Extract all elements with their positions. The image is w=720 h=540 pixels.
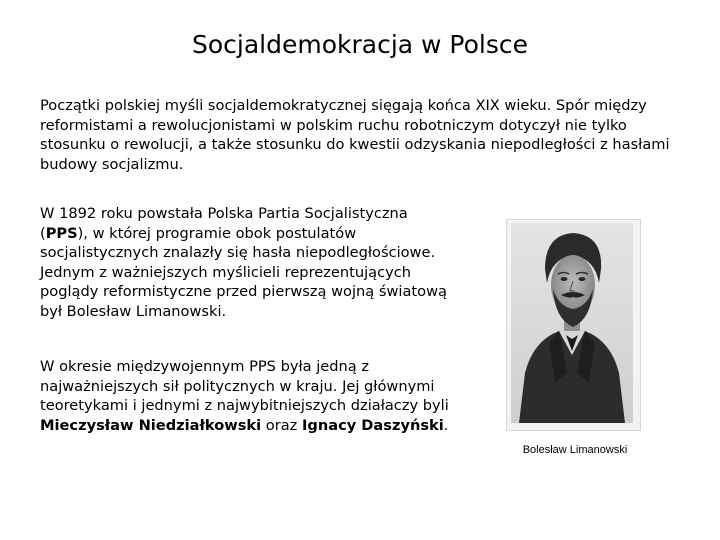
paragraph-text: W 1892 roku powstała Polska Partia Socjalistyczna (: [40, 205, 408, 242]
paragraph-text: W okresie międzywojennym PPS była jedną z najważniejszych sił politycznych w kraju. Jej głównymi teoretykami i jednymi z najwybitniejszych działaczy byli: [40, 358, 449, 415]
paragraph-intro: Początki polskiej myśli socjaldemokratycznej sięgają końca XIX wieku. Spór między reformistami a rewolucjonistami w polskim ruchu robotniczym dotyczył nie tylko stosunku o rewolucji, a także stosunku do kwestii odzyskania niepodległości z hasłami budowy socjalizmu.: [40, 97, 670, 173]
bold-text-niedzialkowski: Mieczysław Niedziałkowski: [40, 416, 262, 434]
paragraph-interwar: [40, 357, 450, 435]
slide-title: Socjaldemokracja w Polsce: [191, 30, 529, 59]
paragraph-text: oraz: [261, 416, 302, 434]
portrait-photo: [511, 223, 633, 423]
photo-caption: Bolesław Limanowski: [522, 444, 628, 456]
paragraph-pps-founding: [40, 204, 450, 322]
paragraph-text: .: [443, 416, 449, 434]
bold-text-daszynski: Ignacy Daszyński: [301, 416, 444, 434]
paragraph-text: ), w której programie obok postulatów socjalistycznych znalazły się hasła niepodległościowe. Jednym z ważniejszych myślicieli reprezentujących poglądy reformistyczne przed pierwszą wojną światową był Bolesław Limanowski.: [40, 224, 447, 320]
bold-text-pps: PPS: [45, 224, 78, 242]
